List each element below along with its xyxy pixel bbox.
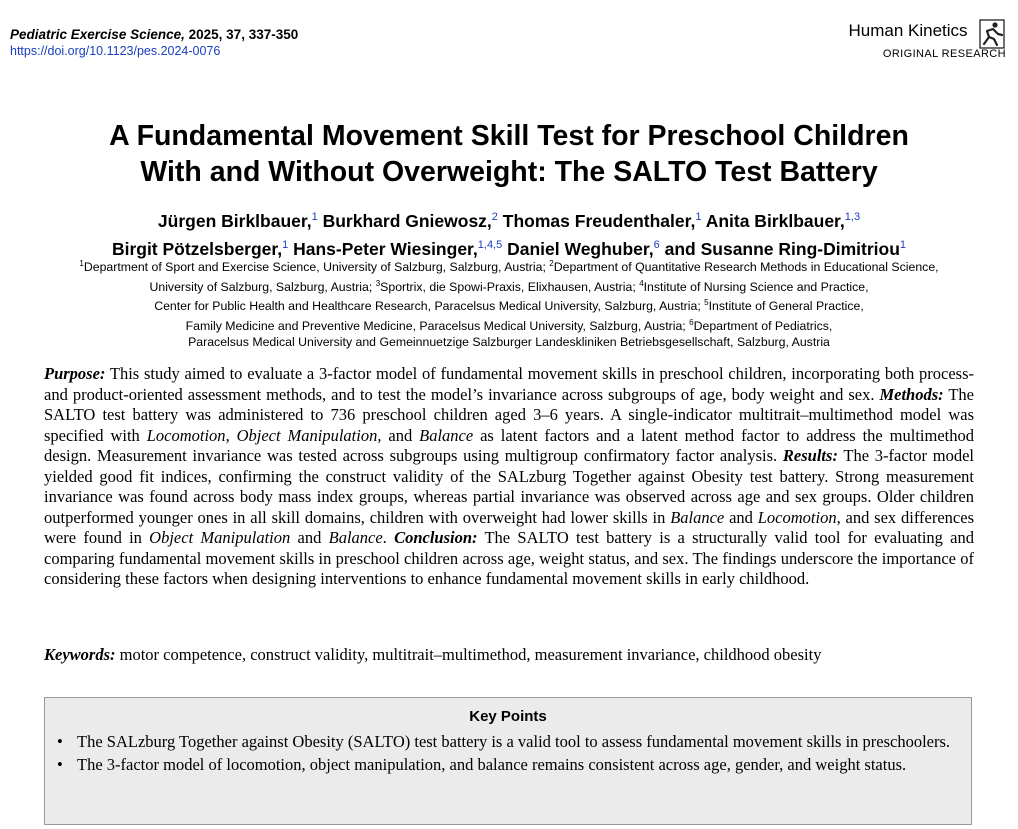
abstract-text: The 3-factor model yielded good fit indices, confirming the construct validity of the SALzburg Together against Obesity test battery. Strong measurement invariance was found across body mass index groups, whereas partial invariance was observed across age and sex groups. Older children outperformed younger ones in all skill domains, children with overweight had lower skills in (44, 446, 975, 527)
author-affil-ref[interactable]: 1,3 (844, 211, 861, 223)
affiliation-text: Institute of Nursing Science and Practice, (643, 279, 869, 294)
paper-title (0, 118, 1018, 190)
author-name: Daniel Weghuber, (507, 239, 654, 259)
abstract-emphasis: Balance (328, 528, 383, 547)
author-name: Hans-Peter Wiesinger, (293, 239, 478, 259)
abstract-text: and (381, 425, 420, 445)
journal-citation (10, 26, 298, 60)
author-affil-ref[interactable]: 1 (899, 239, 907, 251)
abstract-text: and (724, 507, 758, 527)
abstract-text: , (225, 425, 237, 445)
list-item (57, 732, 971, 753)
methods-label: Methods: (879, 384, 944, 404)
abstract-emphasis: Object Manipulation (149, 528, 291, 547)
list-item (57, 754, 971, 776)
author-affil-ref[interactable]: 1 (695, 211, 702, 223)
author-affil-ref[interactable]: 2 (491, 211, 498, 223)
key-point-text: The SALzburg Together against Obesity (SALTO) test battery is a valid tool to assess fundamental movement skills in preschoolers. (77, 732, 951, 751)
abstract-text: as latent factors and a latent method factor to address the multimethod design. Measurement invariance was tested across subgroups using multigroup confirmatory factor analysis. (44, 425, 974, 465)
abstract-emphasis: Balance (419, 425, 474, 445)
affiliation-text: Paracelsus Medical University and Gemeinnuetzige Salzburger Landeskliniken Betriebsgesellschaft, Salzburg, Austria (188, 335, 830, 350)
author-name: Birgit Pötzelsberger, (111, 239, 283, 259)
affiliation-text: Center for Public Health and Healthcare Research, Paracelsus Medical University, Salzburg, Austria; (154, 299, 705, 314)
key-points-heading: Key Points (469, 708, 547, 725)
affiliation-text: Sportrix, die Spowi-Praxis, Elixhausen, Austria; (380, 279, 640, 294)
keywords (44, 645, 821, 665)
bullet-icon: • (57, 754, 63, 774)
author-list (0, 205, 1018, 261)
key-points-list (45, 732, 971, 775)
author-affil-ref[interactable]: 1,4,5 (477, 239, 503, 251)
publisher-block (848, 18, 1006, 60)
affiliations: $^1$Department of Sport and Exercise Science, University of Salzburg, Salzburg, Austria; $^2$Department of Quantitative Research Methods in Educational Science, University of Salzburg, Salzburg, Austria; $^3$Sportrix, die Spowi-Praxis, Elixhausen, Austria; $^4$Institute of Nursing Science and Practice, Center for Public Health and Healthcare Research, Paracelsus Medical University, Salzburg, Austria; $^5$Institute of General Practice, Family Medicine and Preventive Medicine, Paracelsus Medical University, Salzburg, Austria; $^6$Department of Pediatrics, Paracelsus Medical University and Gemeinnuetzige Salzburger Landeskliniken Betriebsgesellschaft, Salzburg, Austria (79, 259, 939, 350)
author-affil-ref[interactable]: 1 (311, 211, 318, 223)
author-name: Burkhard Gniewosz, (322, 211, 492, 231)
keywords-text: motor competence, construct validity, multitrait–multimethod, measurement invariance, childhood obesity (115, 645, 822, 664)
abstract-emphasis: Balance (670, 507, 725, 527)
abstract-text: , and sex differences were found in (44, 507, 974, 547)
author-affil-ref[interactable]: 1 (282, 239, 289, 251)
author-affil-ref[interactable]: 6 (653, 239, 660, 251)
doi-link[interactable]: https://doi.org/10.1123/pes.2024-0076 (10, 44, 221, 58)
key-points-box (44, 697, 972, 825)
human-kinetics-logo-icon (978, 18, 1006, 50)
affiliation-text: Family Medicine and Preventive Medicine, Paracelsus Medical University, Salzburg, Austria; (185, 318, 690, 333)
author-name: and Susanne Ring-Dimitriou (664, 239, 900, 259)
publisher-name: Human Kinetics (848, 21, 968, 40)
results-label: Results: (782, 446, 838, 465)
author-name: Anita Birklbauer, (705, 211, 845, 231)
affiliation-text: Department of Quantitative Research Methods in Educational Science, (553, 260, 939, 274)
abstract-text: This study aimed to evaluate a 3-factor model of fundamental movement skills in preschool children, incorporating both process- and product-oriented assessment methods, and to test the model’s invariance across subgroups of age, body weight and sex. (44, 364, 974, 404)
title-line-2: With and Without Overweight: The SALTO Test Battery (140, 156, 878, 188)
journal-name: Pediatric Exercise Science, (10, 27, 185, 42)
keywords-label: Keywords: (44, 645, 116, 664)
abstract-text: The SALTO test battery is a structurally valid tool for evaluating and comparing fundamental movement skills in preschool children across age, weight status, and sex. The findings underscore the importance of considering these factors when designing interventions to enhance fundamental movement skills in early childhood. (44, 528, 974, 588)
article-type: ORIGINAL RESEARCH (882, 48, 1006, 60)
abstract-text: The SALTO test battery was administered to 736 preschool children aged 3–6 years. A single-indicator multitrait–multimethod model was specified with (44, 384, 974, 445)
key-point-text: The 3-factor model of locomotion, object manipulation, and balance remains consistent across age, gender, and weight status. (77, 754, 907, 774)
affiliation-text: Institute of General Practice, (708, 299, 864, 314)
affiliation-text: Department of Pediatrics, (693, 318, 833, 333)
bullet-icon: • (57, 732, 63, 751)
abstract-text: and (290, 528, 329, 547)
purpose-label: Purpose: (44, 364, 106, 383)
abstract (44, 364, 974, 590)
abstract-emphasis: Locomotion (757, 507, 837, 527)
author-name: Jürgen Birklbauer, (157, 211, 312, 231)
title-line-1: A Fundamental Movement Skill Test for Preschool Children (109, 120, 909, 152)
abstract-emphasis: Locomotion (146, 425, 226, 445)
affiliation-text: Department of Sport and Exercise Science, University of Salzburg, Salzburg, Austria; (83, 260, 550, 274)
abstract-emphasis: Object Manipulation, (236, 425, 382, 445)
journal-volume: 2025, 37, 337-350 (188, 27, 299, 42)
author-name: Thomas Freudenthaler, (502, 211, 696, 231)
conclusion-label: Conclusion: (394, 528, 478, 547)
affiliation-text: University of Salzburg, Salzburg, Austria; (149, 279, 376, 294)
abstract-text: . (382, 528, 395, 547)
